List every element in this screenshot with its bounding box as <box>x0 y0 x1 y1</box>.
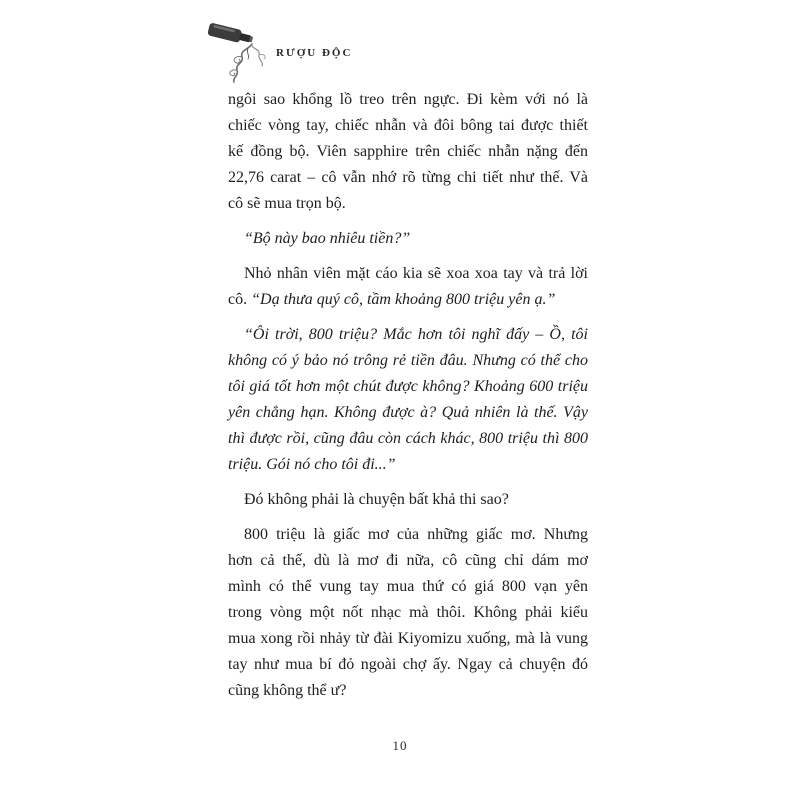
text: trong vòng một nốt nhạc mà thôi. Không phải kiểu <box>228 604 588 621</box>
running-head-title: RƯỢU ĐỘC <box>276 47 353 59</box>
text: Nhỏ nhân viên mặt cáo kia sẽ xoa xoa tay và trả lời <box>244 265 588 282</box>
text: Đó không phải là chuyện bất khả thi sao? <box>244 491 509 508</box>
text: mình có thể vung tay mua thứ có giá 800 vạn yên <box>228 578 588 595</box>
text-line <box>228 548 588 574</box>
italic-text: “Dạ thưa quý cô, tầm khoảng 800 triệu yên ạ.” <box>251 291 556 308</box>
text-line <box>228 165 588 191</box>
paragraph <box>228 487 588 513</box>
text: hơn cả thế, dù là mơ đi nữa, cô cũng chỉ dám mơ <box>228 552 588 569</box>
paragraph <box>228 322 588 478</box>
text: 800 triệu là giấc mơ của những giấc mơ. Nhưng <box>244 526 588 543</box>
italic-text: không có ý bảo nó trông rẻ tiền đâu. Nhưng có thể cho <box>228 352 588 369</box>
text-line <box>228 678 588 704</box>
text: tay như mua bí đỏ ngoài chợ ấy. Ngay cả chuyện đó <box>228 656 588 673</box>
page-number: 10 <box>392 738 408 753</box>
italic-text: tôi giá tốt hơn một chút được không? Khoảng 600 triệu <box>228 378 588 395</box>
paragraph <box>228 226 588 252</box>
text-line <box>228 226 588 252</box>
italic-text: “Ôi trời, 800 triệu? Mắc hơn tôi nghĩ đấy – Ồ, tôi <box>244 326 588 343</box>
text-line <box>228 574 588 600</box>
text-line <box>228 322 588 348</box>
pouring-bottle-icon <box>204 20 276 84</box>
text-line <box>228 113 588 139</box>
text: cô sẽ mua trọn bộ. <box>228 195 346 212</box>
text: mua xong rồi nhảy từ đài Kiyomizu xuống, mà là vung <box>228 630 588 647</box>
text-line <box>228 426 588 452</box>
text-line <box>228 626 588 652</box>
text-line <box>228 652 588 678</box>
text: 22,76 carat – cô vẫn nhớ rõ từng chi tiết như thế. Và <box>228 169 588 186</box>
italic-text: triệu. Gói nó cho tôi đi...” <box>228 456 396 473</box>
text: ngôi sao khổng lồ treo trên ngực. Đi kèm với nó là <box>228 91 588 108</box>
text-line <box>228 87 588 113</box>
text-line <box>228 191 588 217</box>
italic-text: yên chẳng hạn. Không được à? Quả nhiên là thế. Vậy <box>228 404 588 421</box>
text-line <box>228 139 588 165</box>
body-text <box>228 87 588 704</box>
paragraph <box>228 261 588 313</box>
text-line <box>228 374 588 400</box>
text-line <box>228 487 588 513</box>
text: cô. <box>228 291 252 308</box>
paragraph <box>228 87 588 217</box>
paragraph <box>228 522 588 704</box>
text-line <box>228 600 588 626</box>
text: chiếc vòng tay, chiếc nhẫn và đôi bông tai được thiết <box>228 117 588 134</box>
text-line <box>228 261 588 287</box>
text: cũng không thể ư? <box>228 682 347 699</box>
text-line <box>228 400 588 426</box>
text-line <box>228 287 588 313</box>
text-line <box>228 522 588 548</box>
text: kế đồng bộ. Viên sapphire trên chiếc nhẫn nặng đến <box>228 143 588 160</box>
text-line <box>228 348 588 374</box>
italic-text: thì được rồi, cũng đâu còn cách khác, 800 triệu thì 800 <box>228 430 588 447</box>
italic-text: “Bộ này bao nhiêu tiền?” <box>244 230 411 247</box>
text-line <box>228 452 588 478</box>
